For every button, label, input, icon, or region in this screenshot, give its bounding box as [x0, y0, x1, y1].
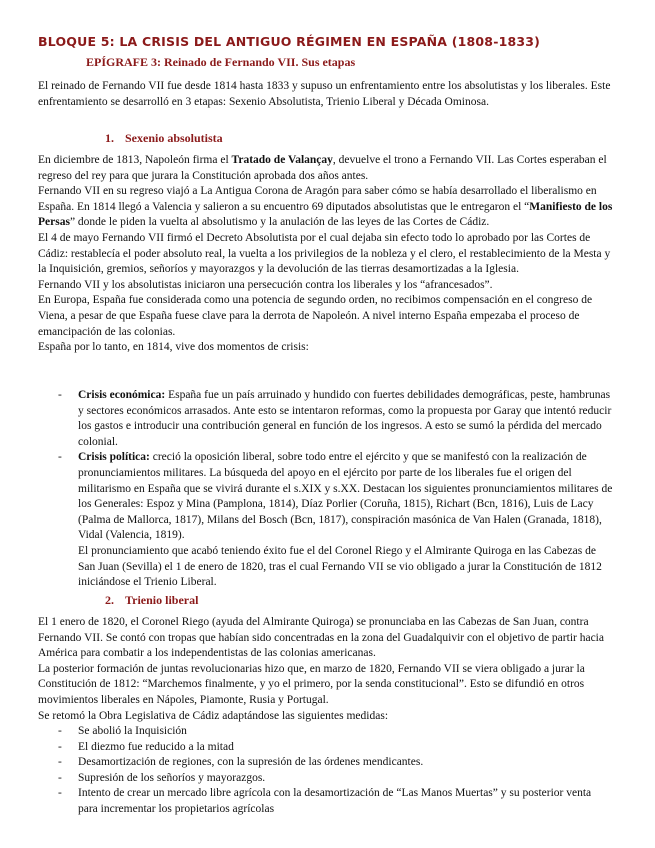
epigrafe-heading: EPÍGRAFE 3: Reinado de Fernando VII. Sus etapas — [86, 55, 356, 69]
bullet-label: Crisis económica: — [78, 389, 166, 401]
bullet-dash: - — [58, 725, 62, 737]
list-item — [38, 786, 613, 817]
bullet-dash: - — [58, 787, 62, 800]
bullet-text: El diezmo fue reducido a la mitad — [78, 740, 234, 753]
list-item — [38, 724, 613, 740]
bullet-text: España fue un país arruinado y hundido con fuertes debilidades demográficas, peste, hambrunas y sectores económicos arrasados. Ante esto se intentaron reformas, como la propuesta por Garay que intentó reducir los gastos e introducir una contribución general en función de los ingresos. A esto se sumó la pérdida del mercado colonial. — [78, 389, 612, 448]
tratado-valancay-bold: Tratado de Valançay — [231, 154, 333, 166]
bullet-label: Crisis política: — [78, 451, 150, 464]
section-1-paragraph-6: España por lo tanto, en 1814, vive dos momentos de crisis: — [38, 341, 309, 354]
manifiesto-persas-bold: Manifiesto de los Persas — [38, 200, 613, 229]
bullet-text: creció la oposición liberal, sobre todo entre el ejército y que se manifestó con la realización de pronunciamientos militares. La búsqueda del apoyo en el ejército por parte de los liberales fue el origen del militarismo en España que se vivirá durante el s.XIX y s.XX. Destacan los siguientes pronunciamientos militares de los Generales: Espoz y Mina (Pamplona, 1814), Díaz Porlier (Coruña, 1815), Richart (Bcn, 1816), Luis de Lacy (Palma de Mallorca, 1817), Milans del Bosch (Bcn, 1817), conspiración masónica de Van Halen (Granada, 1818), Vidal (Valencia, 1819). — [78, 451, 613, 542]
section-2-body — [38, 615, 613, 724]
s1-p1-text-a: En diciembre de 1813, Napoleón firma el — [38, 154, 232, 166]
list-item — [38, 740, 613, 756]
section-2-number: 2. — [105, 593, 114, 607]
bullet-text: Desamortización de regiones, con la supresión de las órdenes mendicantes. — [78, 756, 424, 769]
document-title: BLOQUE 5: LA CRISIS DEL ANTIGUO RÉGIMEN EN ESPAÑA (1808-1833) — [38, 34, 541, 49]
list-item — [38, 450, 613, 590]
bullet-text: Se abolió la Inquisición — [78, 725, 187, 737]
s1-p1-text-c: , devuelve el trono a Fernando VII. Las Cortes esperaban el regreso del rey para que jurara la Constitución aprobada dos años antes. — [38, 154, 607, 182]
bullet-text: Intento de crear un mercado libre agrícola con la desamortización de “Las Manos Muertas” y su posterior venta para incrementar los propietarios agrícolas — [78, 787, 592, 815]
s1-p2-text-a: Fernando VII en su regreso viajó a La Antigua Corona de Aragón para saber cómo se había desarrollado el liberalismo en España. En 1814 llegó a Valencia y salieron a su encuentro 69 diputados absolutistas que le entregaron el “ — [38, 185, 597, 213]
bullet-extra-text: El pronunciamiento que acabó teniendo éxito fue el del Coronel Riego y el Almirante Quiroga en las Cabezas de San Juan (Sevilla) el 1 de enero de 1820, tras el cual Fernando VII se vio obligado a jurar la Constitución de 1812 iniciándose el Trienio Liberal. — [78, 544, 602, 589]
bullet-dash: - — [58, 740, 62, 753]
section-1-paragraph-3: El 4 de mayo Fernando VII firmó el Decreto Absolutista por el cual dejaba sin efecto todo lo aprobado por las Cortes de Cádiz: restablecía el poder absoluto real, la vuelta a los privilegios de la nobleza y el clero, el restablecimiento de la Mesta y la Inquisición, gremios, señoríos y mayorazgos y la devolución de las tierras desamortizadas a la Iglesia. — [38, 231, 611, 276]
intro-paragraph — [38, 79, 613, 110]
s1-p2-text-c: ” donde le piden la vuelta al absolutismo y la anulación de las leyes de las Cortes de Cádiz. — [69, 216, 490, 229]
bullet-text: Supresión de los señoríos y mayorazgos. — [78, 771, 266, 784]
section-1-heading — [105, 131, 223, 146]
section-2-paragraph-2: La posterior formación de juntas revolucionarias hizo que, en marzo de 1820, Fernando VII se viera obligado a jurar la Constitución de 1812: “Marchemos finalmente, y yo el primero, por la senda constitucional”. Esto se difundió en otros movimientos liberales en Nápoles, Piamonte, Rusia y Portugal. — [38, 662, 585, 706]
section-1-bullet-list — [38, 388, 613, 591]
intro-text: El reinado de Fernando VII fue desde 1814 hasta 1833 y supuso un enfrentamiento entre los absolutistas y los liberales. Este enfrentamiento se desarrolló en 3 etapas: Sexenio Absolutista, Trienio Liberal y Década Ominosa. — [38, 80, 611, 108]
list-item — [38, 771, 613, 787]
bullet-dash: - — [58, 389, 62, 401]
section-2-paragraph-3: Se retomó la Obra Legislativa de Cádiz adaptándose las siguientes medidas: — [38, 709, 389, 722]
section-2-paragraph-1: El 1 enero de 1820, el Coronel Riego (ayuda del Almirante Quiroga) se pronunciaba en las Cabezas de San Juan, contra Fernando VII. Se contó con tropas que habían sido concentradas en la zona del Guadalquivir con el objetivo de partir hacia América para combatir a los independentistas de las colonias americanas. — [38, 616, 604, 660]
section-1-body — [38, 153, 613, 356]
section-1-number: 1. — [105, 131, 114, 145]
section-1-paragraph-2 — [38, 184, 613, 231]
section-1-paragraph-1 — [38, 153, 613, 184]
list-item — [38, 388, 613, 450]
bullet-dash: - — [58, 451, 62, 464]
section-2-heading — [105, 593, 198, 608]
section-1-paragraph-4: Fernando VII y los absolutistas iniciaron una persecución contra los liberales y los “afrancesados”. — [38, 278, 493, 291]
section-1-paragraph-5: En Europa, España fue considerada como una potencia de segundo orden, no recibimos compensación en el congreso de Viena, a pesar de que España fuese clave para la derrota de Napoleón. A nivel interno España empezaba el proceso de emancipación de las colonias. — [38, 294, 593, 338]
section-2-bullet-list — [38, 724, 613, 818]
section-1-title: Sexenio absolutista — [125, 131, 223, 145]
bullet-dash: - — [58, 771, 62, 784]
list-item — [38, 755, 613, 771]
bullet-dash: - — [58, 756, 62, 769]
section-2-title: Trienio liberal — [125, 593, 199, 607]
